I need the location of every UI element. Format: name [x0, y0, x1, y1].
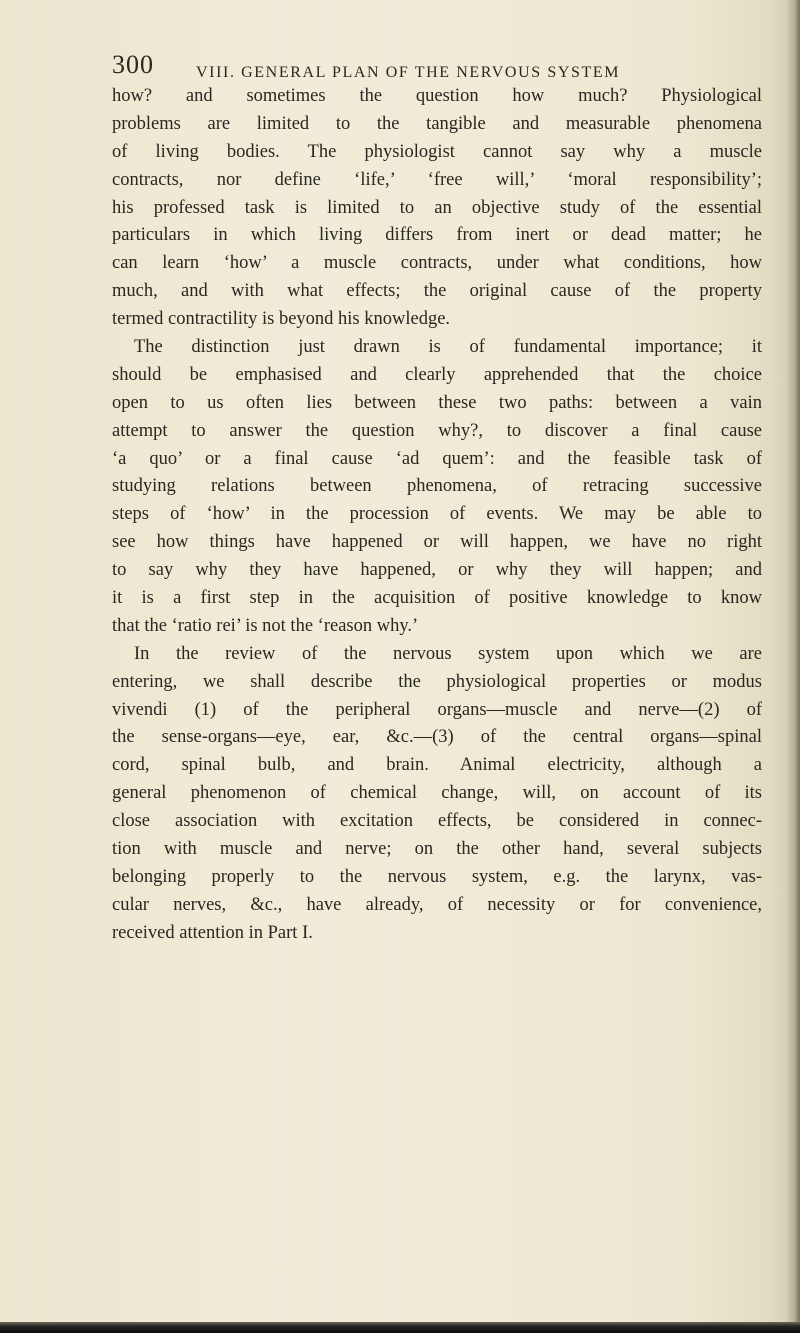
text-line: termed contractility is beyond his knowledge. [112, 309, 451, 330]
text-line: how? and sometimes the question how much? Physiological [112, 86, 762, 106]
page-number: 300 [112, 50, 154, 79]
text-line: the sense-organs—eye, ear, &c.—(3) of the central organs—spinal [112, 727, 762, 748]
text-line: studying relations between phenomena, of retracing successive [112, 476, 762, 497]
text-line: particulars in which living differs from inert or dead matter; he [112, 225, 762, 246]
text-line: to say why they have happened, or why they will happen; and [112, 560, 762, 581]
text-line: problems are limited to the tangible and measurable phenomena [112, 113, 762, 134]
text-line: open to us often lies between these two paths: between a vain [112, 392, 762, 413]
text-line: cular nerves, &c., have already, of necessity or for convenience, [112, 894, 762, 915]
text-line: of living bodies. The physiologist cannot say why a muscle [112, 141, 762, 162]
text-line: close association with excitation effects, be considered in connec- [112, 811, 762, 832]
running-head: VIII. GENERAL PLAN OF THE NERVOUS SYSTEM [196, 64, 621, 81]
text-line: entering, we shall describe the physiological properties or modus [112, 671, 762, 692]
text-line: it is a first step in the acquisition of positive knowledge to know [112, 588, 762, 609]
body-text [112, 83, 762, 948]
text-line: steps of ‘how’ in the procession of events. We may be able to [112, 504, 762, 525]
text-line: see how things have happened or will happen, we have no right [112, 532, 762, 553]
text-line: belonging properly to the nervous system, e.g. the larynx, vas- [112, 866, 762, 887]
bottom-edge-rule [0, 1322, 800, 1333]
text-line: ‘a quo’ or a final cause ‘ad quem’: and the feasible task of [112, 448, 762, 469]
text-line: that the ‘ratio rei’ is not the ‘reason why.’ [112, 615, 419, 636]
text-line: much, and with what effects; the original cause of the property [112, 281, 762, 302]
text-line: should be emphasised and clearly apprehended that the choice [112, 364, 762, 385]
page-header [112, 50, 762, 86]
text-line: received attention in Part I. [112, 922, 313, 943]
paragraph-start-line: In the review of the nervous system upon which we are [134, 643, 762, 664]
paragraph-start-line: The distinction just drawn is of fundamental importance; it [134, 337, 762, 358]
text-line: can learn ‘how’ a muscle contracts, under what conditions, how [112, 253, 762, 274]
text-line: vivendi (1) of the peripheral organs—muscle and nerve—(2) of [112, 699, 762, 720]
text-line: his professed task is limited to an objective study of the essential [112, 197, 762, 218]
text-line: general phenomenon of chemical change, will, on account of its [112, 783, 762, 804]
text-line: contracts, nor define ‘life,’ ‘free will,’ ‘moral responsibility’; [112, 169, 762, 190]
text-line: cord, spinal bulb, and brain. Animal electricity, although a [112, 755, 762, 776]
page-edge-shadow [786, 0, 800, 1333]
text-line: attempt to answer the question why?, to discover a final cause [112, 420, 762, 441]
text-line: tion with muscle and nerve; on the other hand, several subjects [112, 839, 762, 860]
